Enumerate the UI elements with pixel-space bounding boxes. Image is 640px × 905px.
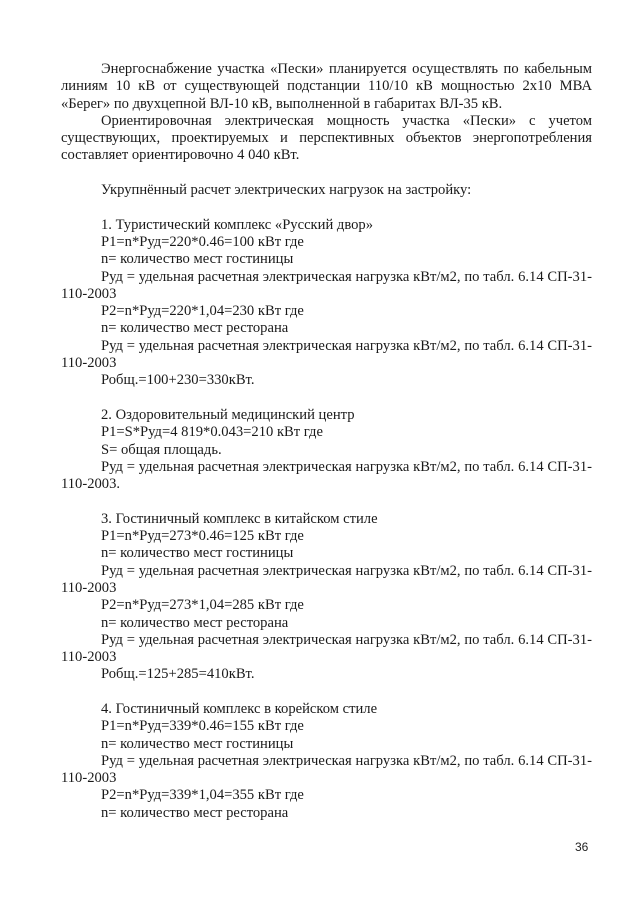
formula-line: Р2=n*Руд=273*1,04=285 кВт где — [101, 597, 304, 614]
reference-line: Руд = удельная расчетная электрическая нагрузка кВт/м2, по табл. 6.14 СП-31-110-2003 — [61, 631, 592, 666]
section-1 — [61, 217, 592, 390]
total-line: Робщ.=125+285=410кВт. — [101, 666, 255, 683]
definition-line: S= общая площадь. — [101, 441, 222, 458]
total-line: Робщ.=100+230=330кВт. — [101, 372, 255, 389]
definition-line: n= количество мест ресторана — [101, 804, 289, 821]
formula-line: Р1=n*Руд=339*0.46=155 кВт где — [101, 718, 304, 735]
page-number: 36 — [575, 840, 589, 854]
formula-line: Р2=n*Руд=339*1,04=355 кВт где — [101, 787, 304, 804]
document-body — [61, 61, 592, 822]
definition-line: n= количество мест гостиницы — [101, 251, 294, 268]
section-3 — [61, 511, 592, 684]
formula-line: Р1=S*Руд=4 819*0.043=210 кВт где — [101, 424, 323, 441]
section-title: 3. Гостиничный комплекс в китайском стиле — [101, 510, 378, 527]
reference-line: Руд = удельная расчетная электрическая нагрузка кВт/м2, по табл. 6.14 СП-31-110-2003 — [61, 752, 592, 787]
calculation-heading: Укрупнённый расчет электрических нагрузок на застройку: — [101, 182, 472, 199]
reference-line: Руд = удельная расчетная электрическая нагрузка кВт/м2, по табл. 6.14 СП-31-110-2003 — [61, 562, 592, 596]
reference-line: Руд = удельная расчетная электрическая нагрузка кВт/м2, по табл. 6.14 СП-31-110-2003 — [61, 337, 592, 372]
reference-line: Руд = удельная расчетная электрическая нагрузка кВт/м2, по табл. 6.14 СП-31-110-2003 — [61, 268, 592, 302]
definition-line: n= количество мест гостиницы — [101, 735, 294, 752]
section-2 — [61, 407, 592, 493]
intro-paragraph-1: Энергоснабжение участка «Пески» планируется осуществлять по кабельным линиям 10 кВ от существующей подстанции 110/10 кВ мощностью 2х10 МВА «Берег» по двухцепной ВЛ-10 кВ, выполненной в габаритах ВЛ-35 кВ. — [61, 61, 592, 112]
formula-line: Р1=n*Руд=220*0.46=100 кВт где — [101, 233, 304, 250]
definition-line: n= количество мест ресторана — [101, 614, 289, 631]
reference-line: Руд = удельная расчетная электрическая нагрузка кВт/м2, по табл. 6.14 СП-31-110-2003. — [61, 458, 592, 493]
definition-line: n= количество мест ресторана — [101, 320, 289, 337]
definition-line: n= количество мест гостиницы — [101, 545, 294, 562]
intro-paragraph-2: Ориентировочная электрическая мощность участка «Пески» с учетом существующих, проектируемых и перспективных объектов энергопотребления составляет ориентировочно 4 040 кВт. — [61, 112, 592, 164]
section-title: 4. Гостиничный комплекс в корейском стиле — [101, 700, 378, 717]
section-4 — [61, 701, 592, 822]
section-title: 2. Оздоровительный медицинский центр — [101, 406, 355, 423]
formula-line: Р2=n*Руд=220*1,04=230 кВт где — [101, 303, 304, 320]
formula-line: Р1=n*Руд=273*0.46=125 кВт где — [101, 528, 304, 545]
section-title: 1. Туристический комплекс «Русский двор» — [101, 216, 374, 233]
